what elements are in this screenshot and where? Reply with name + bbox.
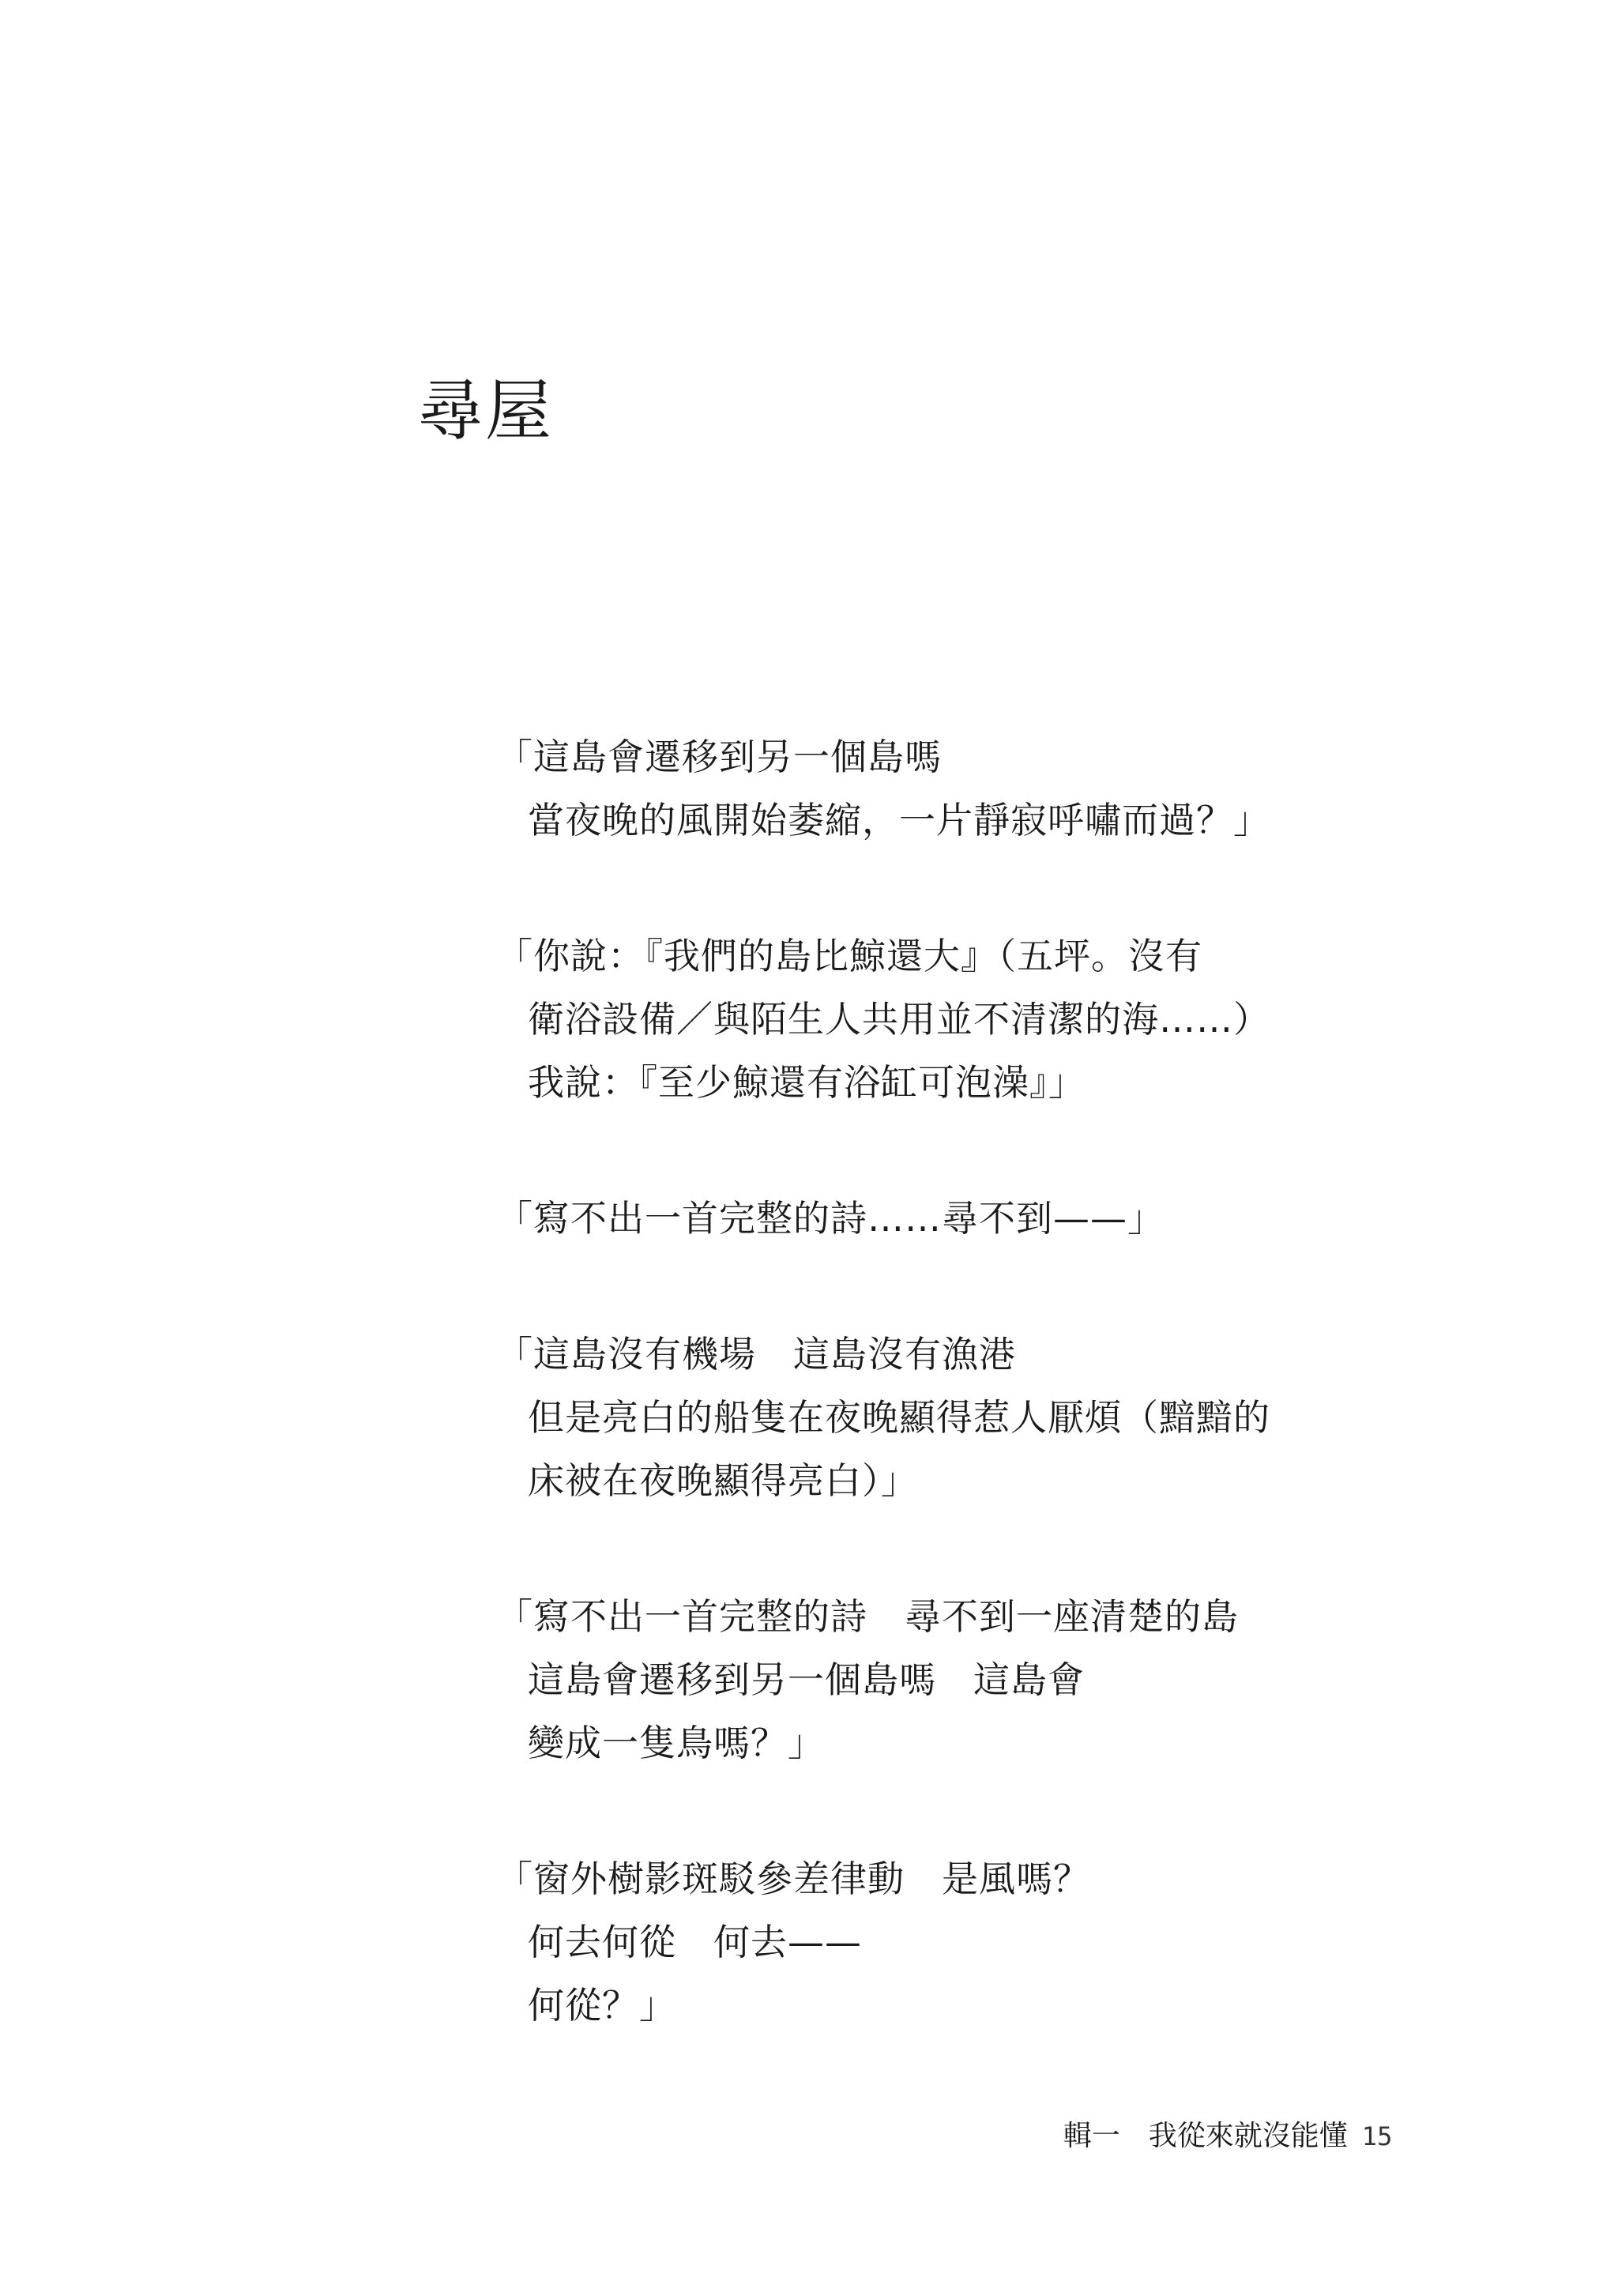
poem-line: 「寫不出一首完整的詩 尋不到一座清楚的島: [496, 1595, 1239, 1638]
section-title: 輯一 我從來就沒能懂: [1063, 2120, 1348, 2152]
poem-title: 尋屋: [417, 372, 554, 450]
stanza-6: [496, 1847, 1444, 2037]
poem-line: 「窗外樹影斑駁參差律動 是風嗎？: [496, 1858, 1090, 1900]
poem-line: 我說：『至少鯨還有浴缸可泡澡』」: [528, 1061, 1086, 1104]
poem-line: 但是亮白的船隻在夜晚顯得惹人厭煩（黯黯的: [528, 1396, 1270, 1439]
poem-line: 「這島會遷移到另一個島嗎: [496, 736, 942, 778]
stanza-3: [496, 1187, 1444, 1250]
poem-line: 「你說：『我們的島比鯨還大』（五坪。沒有: [496, 935, 1202, 977]
poem-body: [496, 725, 1444, 2110]
poem-line: 床被在夜晚顯得亮白）」: [528, 1459, 918, 1502]
poem-line: 「這島沒有機場 這島沒有漁港: [496, 1333, 1016, 1376]
poem-line: 變成一隻鳥嗎？」: [528, 1722, 825, 1764]
poem-line: 這島會遷移到另一個島嗎 這島會: [528, 1658, 1085, 1701]
poem-line: 何從？」: [528, 1984, 676, 2027]
poem-line: 「寫不出一首完整的詩……尋不到——」: [496, 1197, 1165, 1240]
poem-line: 當夜晚的風開始萎縮，一片靜寂呼嘯而過？」: [528, 799, 1270, 841]
poem-line: 何去何從 何去——: [528, 1921, 862, 1963]
stanza-1: [496, 725, 1444, 852]
stanza-4: [496, 1323, 1444, 1512]
running-footer: [1027, 2080, 1406, 2193]
poem-line: 衛浴設備／與陌生人共用並不清潔的海……）: [528, 998, 1270, 1041]
stanza-5: [496, 1585, 1444, 1775]
page-number: 15: [1361, 2121, 1393, 2151]
stanza-2: [496, 924, 1444, 1114]
